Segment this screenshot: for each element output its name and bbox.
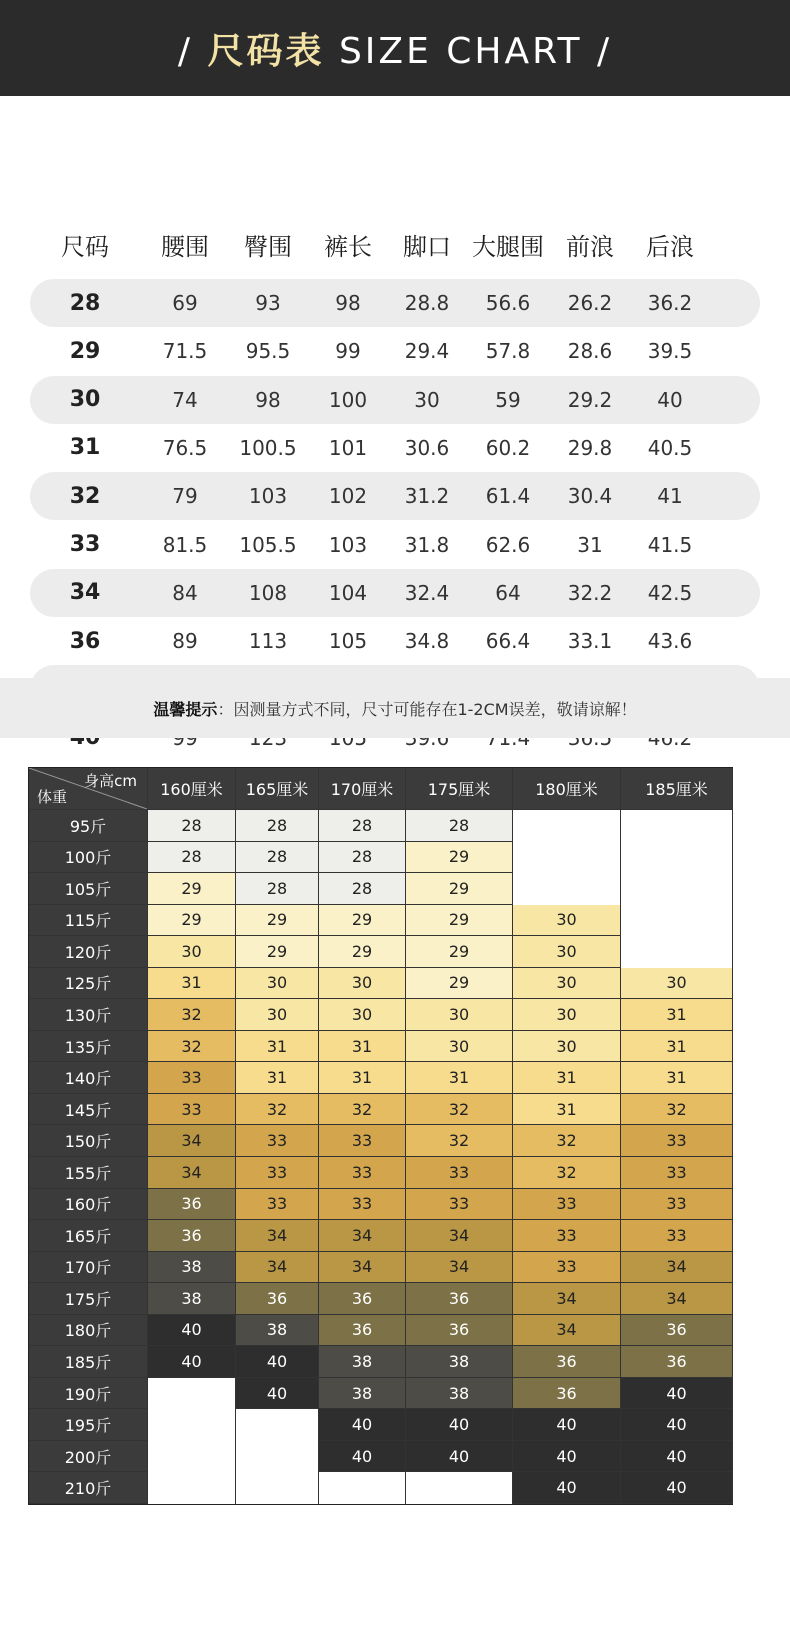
weight-label: 135斤: [29, 1031, 148, 1063]
size-recommend-cell: 29: [236, 905, 319, 937]
measurement-value: 30.4: [567, 484, 613, 509]
size-recommend-cell: 29: [319, 936, 406, 968]
size-recommend-cell: 31: [148, 968, 236, 1000]
size-recommend-cell: 30: [406, 999, 513, 1031]
size-recommend-cell: 33: [513, 1189, 621, 1221]
size-recommend-cell: 34: [319, 1220, 406, 1252]
size-recommend-cell: 29: [148, 905, 236, 937]
size-recommend-cell: [148, 1409, 236, 1441]
weight-label: 155斤: [29, 1157, 148, 1189]
title-chinese: 尺码表: [207, 30, 325, 72]
weight-label: 145斤: [29, 1094, 148, 1126]
size-recommend-cell: 34: [513, 1315, 621, 1347]
size-recommend-cell: 36: [236, 1283, 319, 1315]
size-row: [30, 472, 760, 520]
size-recommend-cell: 33: [148, 1094, 236, 1126]
measurement-value: 69: [172, 291, 198, 315]
size-recommend-cell: 40: [319, 1441, 406, 1473]
size-row: [30, 376, 760, 424]
size-col-header: 臀围: [244, 232, 292, 261]
size-recommend-cell: 40: [319, 1409, 406, 1441]
height-header: 185厘米: [621, 768, 733, 810]
measurement-value: 28.8: [404, 291, 450, 315]
size-recommend-cell: 34: [148, 1125, 236, 1157]
measurement-value: 31: [577, 532, 603, 557]
size-recommend-cell: 40: [513, 1472, 621, 1504]
grid-corner: [29, 768, 148, 810]
size-recommend-cell: 30: [236, 999, 319, 1031]
weight-label: 125斤: [29, 968, 148, 1000]
measurement-value: 28.6: [567, 339, 613, 364]
weight-label: 170斤: [29, 1252, 148, 1284]
size-recommend-cell: 33: [236, 1157, 319, 1189]
size-recommend-cell: 28: [236, 842, 319, 874]
measurement-value: 62.6: [485, 532, 531, 557]
weight-label: 195斤: [29, 1409, 148, 1441]
measurement-value: 76.5: [162, 435, 208, 460]
size-recommend-cell: 30: [513, 1031, 621, 1063]
size-recommend-cell: 28: [319, 873, 406, 905]
page-header: [0, 0, 790, 96]
size-row: [30, 327, 760, 375]
size-recommend-cell: 30: [406, 1031, 513, 1063]
weight-label: 190斤: [29, 1378, 148, 1410]
measurement-value: 103: [328, 532, 368, 557]
tip-colon: ：: [217, 699, 234, 719]
size-recommend-cell: 29: [406, 968, 513, 1000]
size-recommend-cell: [513, 810, 621, 842]
size-recommend-cell: 40: [513, 1409, 621, 1441]
size-col-header: 尺码: [61, 232, 109, 261]
measurement-value: 104: [328, 580, 368, 605]
size-value: 28: [69, 290, 101, 316]
size-recommend-cell: 31: [406, 1062, 513, 1094]
measurement-value: 103: [248, 484, 288, 509]
page-title: [178, 23, 612, 74]
size-table-header: [0, 224, 790, 264]
size-recommend-cell: 34: [236, 1252, 319, 1284]
weight-label: 95斤: [29, 810, 148, 842]
measurement-value: 71.5: [162, 339, 208, 364]
measurement-value: 108: [248, 580, 288, 605]
size-col-header: 后浪: [646, 232, 694, 261]
size-recommend-cell: 28: [236, 873, 319, 905]
size-recommend-cell: 36: [621, 1346, 733, 1378]
size-recommend-cell: 31: [621, 1062, 733, 1094]
size-recommend-cell: 34: [319, 1252, 406, 1284]
measurement-value: 39.5: [647, 339, 693, 364]
size-value: 33: [69, 532, 101, 557]
size-recommend-cell: 40: [148, 1315, 236, 1347]
size-value: 34: [69, 580, 101, 606]
size-recommend-cell: 32: [406, 1094, 513, 1126]
size-value: 36: [69, 628, 101, 654]
size-recommend-cell: [513, 842, 621, 874]
corner-weight-label: 体重: [37, 788, 68, 806]
size-recommend-cell: 36: [319, 1283, 406, 1315]
size-recommend-cell: 29: [148, 873, 236, 905]
size-value: 30: [69, 387, 101, 413]
size-col-header: 大腿围: [472, 232, 544, 261]
size-recommend-cell: [406, 1472, 513, 1504]
size-recommend-cell: [236, 1472, 319, 1504]
size-recommend-cell: 29: [406, 905, 513, 937]
size-recommend-cell: 29: [406, 936, 513, 968]
measurement-value: 81.5: [162, 532, 208, 557]
size-recommend-cell: 34: [406, 1252, 513, 1284]
measurement-value: 42.5: [647, 580, 693, 605]
size-col-header: 前浪: [566, 232, 614, 261]
size-recommend-cell: 30: [513, 968, 621, 1000]
size-recommend-cell: 33: [621, 1125, 733, 1157]
size-recommend-cell: 29: [406, 873, 513, 905]
size-recommend-cell: 36: [319, 1315, 406, 1347]
measurement-value: 36.2: [647, 291, 693, 315]
size-col-header: 裤长: [324, 232, 372, 261]
measurement-value: 31.2: [404, 484, 450, 509]
size-recommend-cell: 34: [513, 1283, 621, 1315]
size-recommend-cell: 28: [236, 810, 319, 842]
size-recommend-cell: 36: [621, 1315, 733, 1347]
size-recommend-cell: 30: [621, 968, 733, 1000]
title-slash-left: /: [177, 30, 194, 72]
weight-label: 175斤: [29, 1283, 148, 1315]
weight-label: 165斤: [29, 1220, 148, 1252]
size-recommend-cell: 40: [406, 1441, 513, 1473]
size-measurement-table: [0, 96, 790, 676]
height-header: 160厘米: [148, 768, 236, 810]
measurement-value: 101: [328, 435, 368, 460]
height-header: 180厘米: [513, 768, 621, 810]
size-recommend-cell: 33: [148, 1062, 236, 1094]
size-row: [30, 279, 760, 327]
measurement-value: 56.6: [485, 291, 531, 315]
size-recommend-cell: 34: [621, 1252, 733, 1284]
measurement-value: 66.4: [485, 629, 531, 654]
measurement-value: 61.4: [485, 484, 531, 509]
size-recommend-cell: 28: [148, 842, 236, 874]
measurement-value: 64: [495, 580, 521, 605]
size-recommend-cell: 36: [406, 1283, 513, 1315]
size-recommend-cell: 31: [319, 1031, 406, 1063]
measurement-value: 29.8: [567, 435, 613, 460]
measurement-value: 98: [335, 291, 361, 315]
size-recommend-cell: 32: [148, 1031, 236, 1063]
title-slash-right: /: [596, 30, 613, 72]
size-recommend-cell: 30: [319, 968, 406, 1000]
size-recommend-cell: 33: [236, 1189, 319, 1221]
measurement-value: 31.8: [404, 532, 450, 557]
weight-label: 200斤: [29, 1441, 148, 1473]
measurement-value: 60.2: [485, 435, 531, 460]
size-recommend-cell: 32: [513, 1157, 621, 1189]
size-recommend-cell: [148, 1472, 236, 1504]
size-recommend-cell: 33: [513, 1252, 621, 1284]
size-recommend-cell: 32: [513, 1125, 621, 1157]
size-recommend-cell: 29: [319, 905, 406, 937]
size-recommend-cell: [319, 1472, 406, 1504]
measurement-value: 57.8: [485, 339, 531, 364]
measurement-value: 95.5: [245, 339, 291, 364]
size-recommend-cell: 29: [406, 842, 513, 874]
size-recommend-cell: 36: [513, 1346, 621, 1378]
measurement-value: 99: [335, 339, 361, 364]
size-recommend-cell: 40: [236, 1346, 319, 1378]
height-header: 165厘米: [236, 768, 319, 810]
measurement-value: 100: [328, 387, 368, 412]
size-recommend-cell: 30: [513, 936, 621, 968]
height-header: 175厘米: [406, 768, 513, 810]
measurement-value: 32.4: [404, 580, 450, 605]
size-recommend-cell: 36: [513, 1378, 621, 1410]
size-recommend-cell: 40: [148, 1346, 236, 1378]
measurement-value: 89: [172, 629, 198, 654]
measurement-value: 29.4: [404, 339, 450, 364]
measurement-value: 59: [495, 387, 521, 412]
size-recommend-cell: 32: [621, 1094, 733, 1126]
size-recommend-cell: 36: [148, 1189, 236, 1221]
measurement-value: 105.5: [239, 532, 297, 557]
size-col-header: 腰围: [161, 232, 209, 261]
size-recommend-cell: 28: [406, 810, 513, 842]
size-recommend-cell: 34: [621, 1283, 733, 1315]
size-recommend-cell: 28: [319, 842, 406, 874]
size-row: [30, 617, 760, 665]
tip-label: 温馨提示: [153, 699, 218, 719]
size-recommend-cell: 31: [236, 1062, 319, 1094]
measurement-value: 100.5: [239, 435, 297, 460]
size-recommend-cell: 32: [406, 1125, 513, 1157]
warm-tip: [0, 678, 790, 738]
measurement-value: 26.2: [567, 291, 613, 315]
measurement-value: 79: [172, 484, 198, 509]
size-row: [30, 569, 760, 617]
size-recommend-cell: 31: [319, 1062, 406, 1094]
size-recommend-cell: 31: [513, 1062, 621, 1094]
size-value: 29: [69, 338, 101, 364]
size-recommend-cell: 33: [621, 1157, 733, 1189]
size-recommend-cell: 40: [621, 1441, 733, 1473]
size-recommend-cell: [621, 842, 733, 874]
size-recommend-cell: 33: [621, 1220, 733, 1252]
measurement-value: 113: [248, 629, 288, 654]
measurement-value: 30.6: [404, 435, 450, 460]
weight-label: 115斤: [29, 905, 148, 937]
size-recommend-cell: 38: [406, 1346, 513, 1378]
size-recommend-cell: 33: [319, 1157, 406, 1189]
size-recommend-cell: 33: [319, 1125, 406, 1157]
measurement-value: 43.6: [647, 629, 693, 654]
weight-label: 210斤: [29, 1472, 148, 1504]
weight-label: 140斤: [29, 1062, 148, 1094]
size-recommend-cell: 40: [236, 1378, 319, 1410]
measurement-value: 98: [255, 387, 281, 412]
weight-label: 120斤: [29, 936, 148, 968]
size-recommend-cell: 31: [621, 999, 733, 1031]
size-recommend-cell: 30: [236, 968, 319, 1000]
measurement-value: 30: [414, 387, 440, 412]
size-recommend-cell: 34: [148, 1157, 236, 1189]
size-recommend-cell: 38: [236, 1315, 319, 1347]
size-recommend-cell: 38: [148, 1283, 236, 1315]
size-recommend-cell: 40: [621, 1409, 733, 1441]
size-recommend-cell: 32: [148, 999, 236, 1031]
size-recommend-cell: 28: [319, 810, 406, 842]
measurement-value: 74: [172, 387, 198, 412]
size-value: 31: [69, 435, 101, 461]
size-recommend-cell: 30: [319, 999, 406, 1031]
size-recommend-cell: 31: [621, 1031, 733, 1063]
size-recommend-cell: 38: [319, 1346, 406, 1378]
measurement-value: 105: [328, 629, 368, 654]
size-row: [30, 521, 760, 569]
size-col-header: 脚口: [403, 232, 451, 261]
size-recommend-cell: 33: [319, 1189, 406, 1221]
size-recommend-cell: [148, 1378, 236, 1410]
measurement-value: 33.1: [567, 629, 613, 654]
size-recommend-cell: 40: [621, 1472, 733, 1504]
height-header: 170厘米: [319, 768, 406, 810]
size-recommend-cell: [621, 873, 733, 905]
size-recommend-cell: 32: [319, 1094, 406, 1126]
size-recommend-cell: 36: [406, 1315, 513, 1347]
weight-label: 185斤: [29, 1346, 148, 1378]
measurement-value: 29.2: [567, 387, 613, 412]
size-recommend-cell: 30: [148, 936, 236, 968]
size-recommend-cell: 33: [513, 1220, 621, 1252]
measurement-value: 102: [328, 484, 368, 509]
size-recommend-cell: 40: [406, 1409, 513, 1441]
size-value: 32: [69, 483, 101, 509]
size-recommend-cell: 31: [236, 1031, 319, 1063]
size-recommend-cell: 34: [406, 1220, 513, 1252]
size-recommend-cell: [148, 1441, 236, 1473]
weight-label: 180斤: [29, 1315, 148, 1347]
size-recommend-cell: 40: [513, 1441, 621, 1473]
size-recommend-cell: 32: [236, 1094, 319, 1126]
size-recommend-cell: 33: [621, 1189, 733, 1221]
measurement-value: 32.2: [567, 580, 613, 605]
size-recommend-cell: 38: [406, 1378, 513, 1410]
size-recommend-cell: [236, 1441, 319, 1473]
size-recommend-cell: [621, 905, 733, 937]
weight-label: 130斤: [29, 999, 148, 1031]
size-recommend-cell: 30: [513, 905, 621, 937]
measurement-value: 41: [657, 484, 683, 509]
measurement-value: 84: [172, 580, 198, 605]
weight-label: 160斤: [29, 1189, 148, 1221]
size-recommend-cell: 31: [513, 1094, 621, 1126]
measurement-value: 40: [657, 387, 683, 412]
size-row: [30, 424, 760, 472]
measurement-value: 93: [255, 291, 281, 315]
size-recommend-cell: 36: [148, 1220, 236, 1252]
height-weight-size-grid: [28, 767, 733, 1505]
measurement-value: 41.5: [647, 532, 693, 557]
size-recommend-cell: [621, 936, 733, 968]
size-recommend-cell: 28: [148, 810, 236, 842]
size-recommend-cell: 30: [513, 999, 621, 1031]
size-recommend-cell: 38: [148, 1252, 236, 1284]
size-recommend-cell: 29: [236, 936, 319, 968]
tip-text: 因测量方式不同，尺寸可能存在1-2CM误差，敬请谅解！: [233, 699, 637, 719]
size-recommend-cell: 40: [621, 1378, 733, 1410]
size-recommend-cell: 34: [236, 1220, 319, 1252]
size-recommend-cell: 33: [406, 1157, 513, 1189]
size-recommend-cell: [621, 810, 733, 842]
measurement-value: 40.5: [647, 435, 693, 460]
size-recommend-cell: 38: [319, 1378, 406, 1410]
size-recommend-cell: 33: [236, 1125, 319, 1157]
size-recommend-cell: [236, 1409, 319, 1441]
weight-label: 100斤: [29, 842, 148, 874]
size-recommend-cell: [513, 873, 621, 905]
measurement-value: 34.8: [404, 629, 450, 654]
weight-label: 105斤: [29, 873, 148, 905]
title-english: SIZE CHART: [338, 30, 583, 72]
size-recommend-cell: 33: [406, 1189, 513, 1221]
weight-label: 150斤: [29, 1125, 148, 1157]
corner-height-label: 身高cm: [84, 772, 137, 790]
